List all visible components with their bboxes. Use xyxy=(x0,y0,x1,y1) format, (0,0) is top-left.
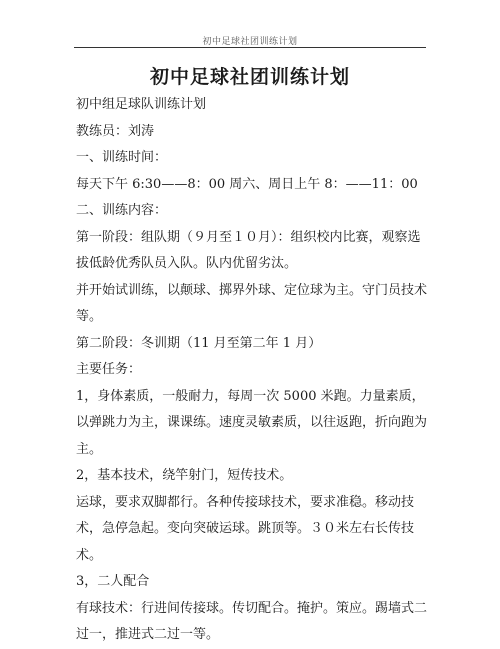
running-header: 初中足球社团训练计划 xyxy=(202,37,298,47)
paragraph-time-heading: 一、训练时间： xyxy=(76,150,168,165)
document-title: 初中足球社团训练计划 xyxy=(149,66,350,88)
header-divider xyxy=(74,47,426,48)
paragraph-basic-skills: 2，基本技术，绕竿射门，短传技术。 xyxy=(76,468,293,483)
paragraph-time: 每天下午 6:30——8：00 周六、周日上午 8：——11：00 xyxy=(76,176,418,192)
paragraph-phase-two: 第二阶段：冬训期（11 月至第二年 1 月） xyxy=(76,335,322,351)
paragraph-coach: 教练员：刘涛 xyxy=(76,123,155,139)
document-body xyxy=(76,92,428,649)
paragraph-main-tasks: 主要任务： xyxy=(76,362,142,377)
paragraph-physical: 1，身体素质，一般耐力，每周一次 5000 米跑。力量素质，以弹跳力为主，课课练。速度灵敏素质，以往返跑，折向跑为主。 xyxy=(76,388,428,457)
paragraph-subtitle: 初中组足球队训练计划 xyxy=(76,97,207,112)
paragraph-dribbling: 运球，要求双脚都行。各种传接球技术，要求准稳。移动技术，急停急起。变向突破运球。跳顶等。３０米左右长传技术。 xyxy=(76,494,415,563)
paragraph-trial-training: 并开始试训练，以颠球、掷界外球、定位球为主。守门员技术等。 xyxy=(76,282,428,324)
paragraph-content-heading: 二、训练内容： xyxy=(76,203,168,218)
paragraph-ball-skills: 有球技术：行进间传接球。传切配合。掩护。策应。踢墙式二过一，推进式二过一等。 xyxy=(76,600,428,642)
paragraph-phase-one: 第一阶段：组队期（９月至１０月）：组织校内比赛，观察选拔低龄优秀队员入队。队内优留劣汰。 xyxy=(76,229,421,271)
paragraph-two-player: 3，二人配合 xyxy=(76,574,150,589)
